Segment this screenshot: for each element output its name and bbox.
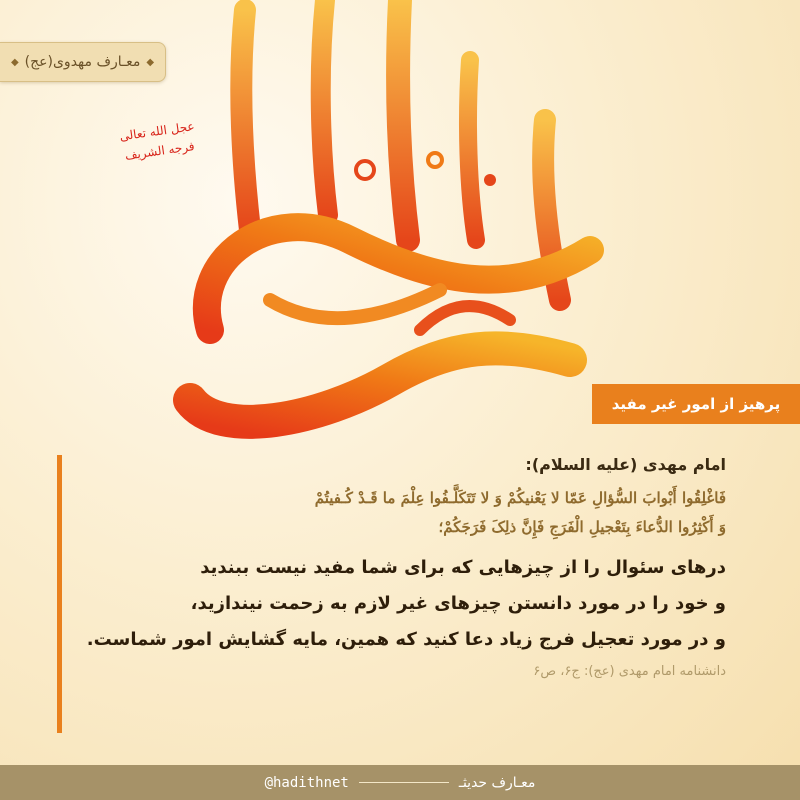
persian-translation [62,550,726,658]
arabic-line: وَ أَکْثِرُوا الدُّعاءَ بِتَعْجیلِ الْفَرَجِ فَإِنَّ ذلِکَ فَرَجَکُمْ؛ [438,518,726,536]
footer-handle[interactable]: @hadithnet [264,774,349,791]
brand-tag-text: معـارف مهدوی(عج) [24,54,141,70]
svg-text:فرجه الشریف: فرجه الشریف [124,139,196,163]
hadith-content [62,455,726,735]
hadith-source: دانشنامه امام مهدی (عج): ج۶، ص۶ [533,664,726,679]
hadith-speaker: امام مهدی (علیه السلام): [525,455,726,474]
brand-tag [0,42,166,82]
ornament-icon: ◆ [146,56,155,68]
arabic-line: فَاغْلِقُوا أَبْوابَ السُّؤالِ عَمّا لا یَعْنیکُمْ وَ لا تَتَکَلَّـفُوا عِلْمَ ما قَـدْ کُـفیتُمْ [314,489,726,507]
ornament-icon: ◆ [10,56,19,68]
footer [0,765,800,800]
footer-brand: معـارف حدیثـ [458,774,536,791]
persian-line: و خود را در مورد دانستن چیزهای غیر لازم به زحمت نیندازید، [190,593,726,614]
title-banner [592,384,800,424]
persian-line: و در مورد تعجیل فرج زیاد دعا کنید که همین، مایه گشایش امور شماست. [86,629,726,650]
title-banner-text: پرهیز از امور غیر مفید [611,395,781,413]
persian-line: درهای سئوال را از چیزهایی که برای شما مفید نیست ببندید [200,557,726,578]
footer-divider [359,782,449,783]
calligraphy-artwork [118,0,620,440]
calligraphy-small-text: عجل الله تعالی [118,119,196,144]
